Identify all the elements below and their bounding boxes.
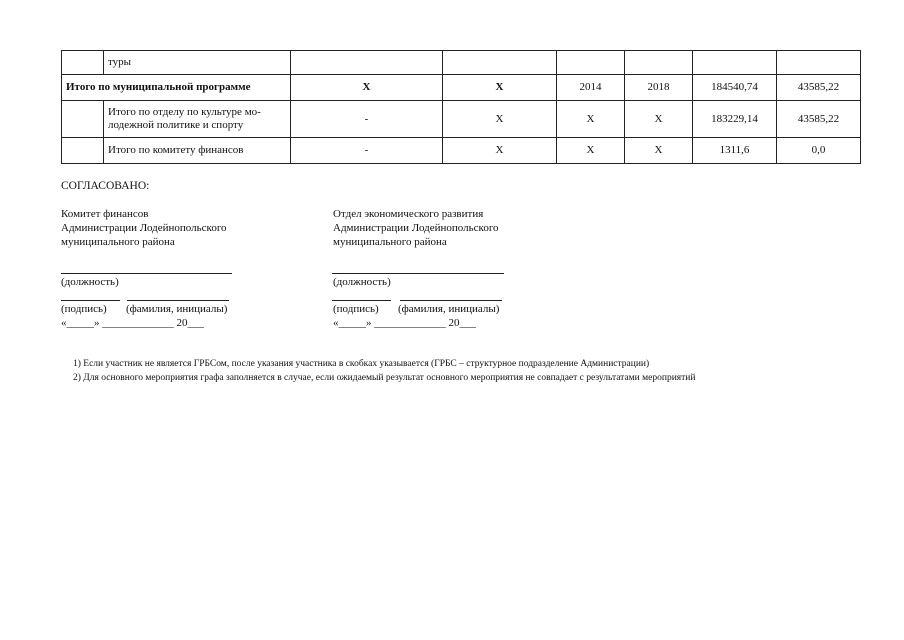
table-row (62, 101, 861, 138)
table-cell: 43585,22 (777, 101, 861, 138)
table-cell: X (443, 101, 557, 138)
left-name-label: (фамилия, инициалы) (126, 303, 228, 315)
right-org-line2: Администрации Лодейнопольского (333, 222, 499, 234)
table-cell (291, 51, 443, 75)
table-cell (625, 51, 693, 75)
table-cell (443, 51, 557, 75)
program-table (61, 50, 861, 164)
table-cell: X (443, 75, 557, 101)
name-line (127, 300, 229, 301)
position-line (61, 273, 232, 274)
table-cell: X (557, 101, 625, 138)
table-cell: - (291, 101, 443, 138)
table-row (62, 51, 861, 75)
table-cell: X (291, 75, 443, 101)
footnote-1: 1) Если участник не является ГРБСом, после указания участника в скобках указывается (ГРБС – структурное подразделение Администрации) (73, 359, 650, 369)
right-org-line1: Отдел экономического развития (333, 208, 484, 220)
position-line (332, 273, 504, 274)
table-cell: 183229,14 (693, 101, 777, 138)
table-cell: 2018 (625, 75, 693, 101)
table-cell: X (557, 138, 625, 164)
table-cell: 1311,6 (693, 138, 777, 164)
table-cell: 43585,22 (777, 75, 861, 101)
table-cell: 184540,74 (693, 75, 777, 101)
table-cell (777, 51, 861, 75)
table-row-total (62, 75, 861, 101)
table-cell: Итого по комитету финансов (104, 138, 291, 164)
table-cell (62, 51, 104, 75)
table-cell (62, 138, 104, 164)
table-cell: 0,0 (777, 138, 861, 164)
signature-line (332, 300, 391, 301)
table-cell (693, 51, 777, 75)
signature-line (61, 300, 120, 301)
table-cell: Итого по отделу по культуре мо-лодежной политике и спорту (104, 101, 291, 138)
table-cell (557, 51, 625, 75)
table-cell: Итого по муниципальной программе (62, 75, 291, 101)
left-org-line2: Администрации Лодейнопольского (61, 222, 227, 234)
left-org-line1: Комитет финансов (61, 208, 149, 220)
right-signature-label: (подпись) (333, 303, 379, 315)
left-signature-label: (подпись) (61, 303, 107, 315)
table-cell: - (291, 138, 443, 164)
right-name-label: (фамилия, инициалы) (398, 303, 500, 315)
table-cell (62, 101, 104, 138)
table-cell: туры (104, 51, 291, 75)
right-date-field: «_____» _____________ 20___ (333, 317, 476, 329)
table-cell: X (443, 138, 557, 164)
left-org-line3: муниципального района (61, 236, 175, 248)
left-date-field: «_____» _____________ 20___ (61, 317, 204, 329)
table-cell: X (625, 101, 693, 138)
table-cell: X (625, 138, 693, 164)
left-position-label: (должность) (61, 276, 119, 288)
table-cell: 2014 (557, 75, 625, 101)
name-line (400, 300, 502, 301)
right-position-label: (должность) (333, 276, 391, 288)
right-org-line3: муниципального района (333, 236, 447, 248)
table-row (62, 138, 861, 164)
footnote-2: 2) Для основного мероприятия графа заполняется в случае, если ожидаемый результат основного мероприятия не совпадает с результатами мероприятий (73, 373, 696, 383)
agreed-heading: СОГЛАСОВАНО: (61, 180, 150, 192)
